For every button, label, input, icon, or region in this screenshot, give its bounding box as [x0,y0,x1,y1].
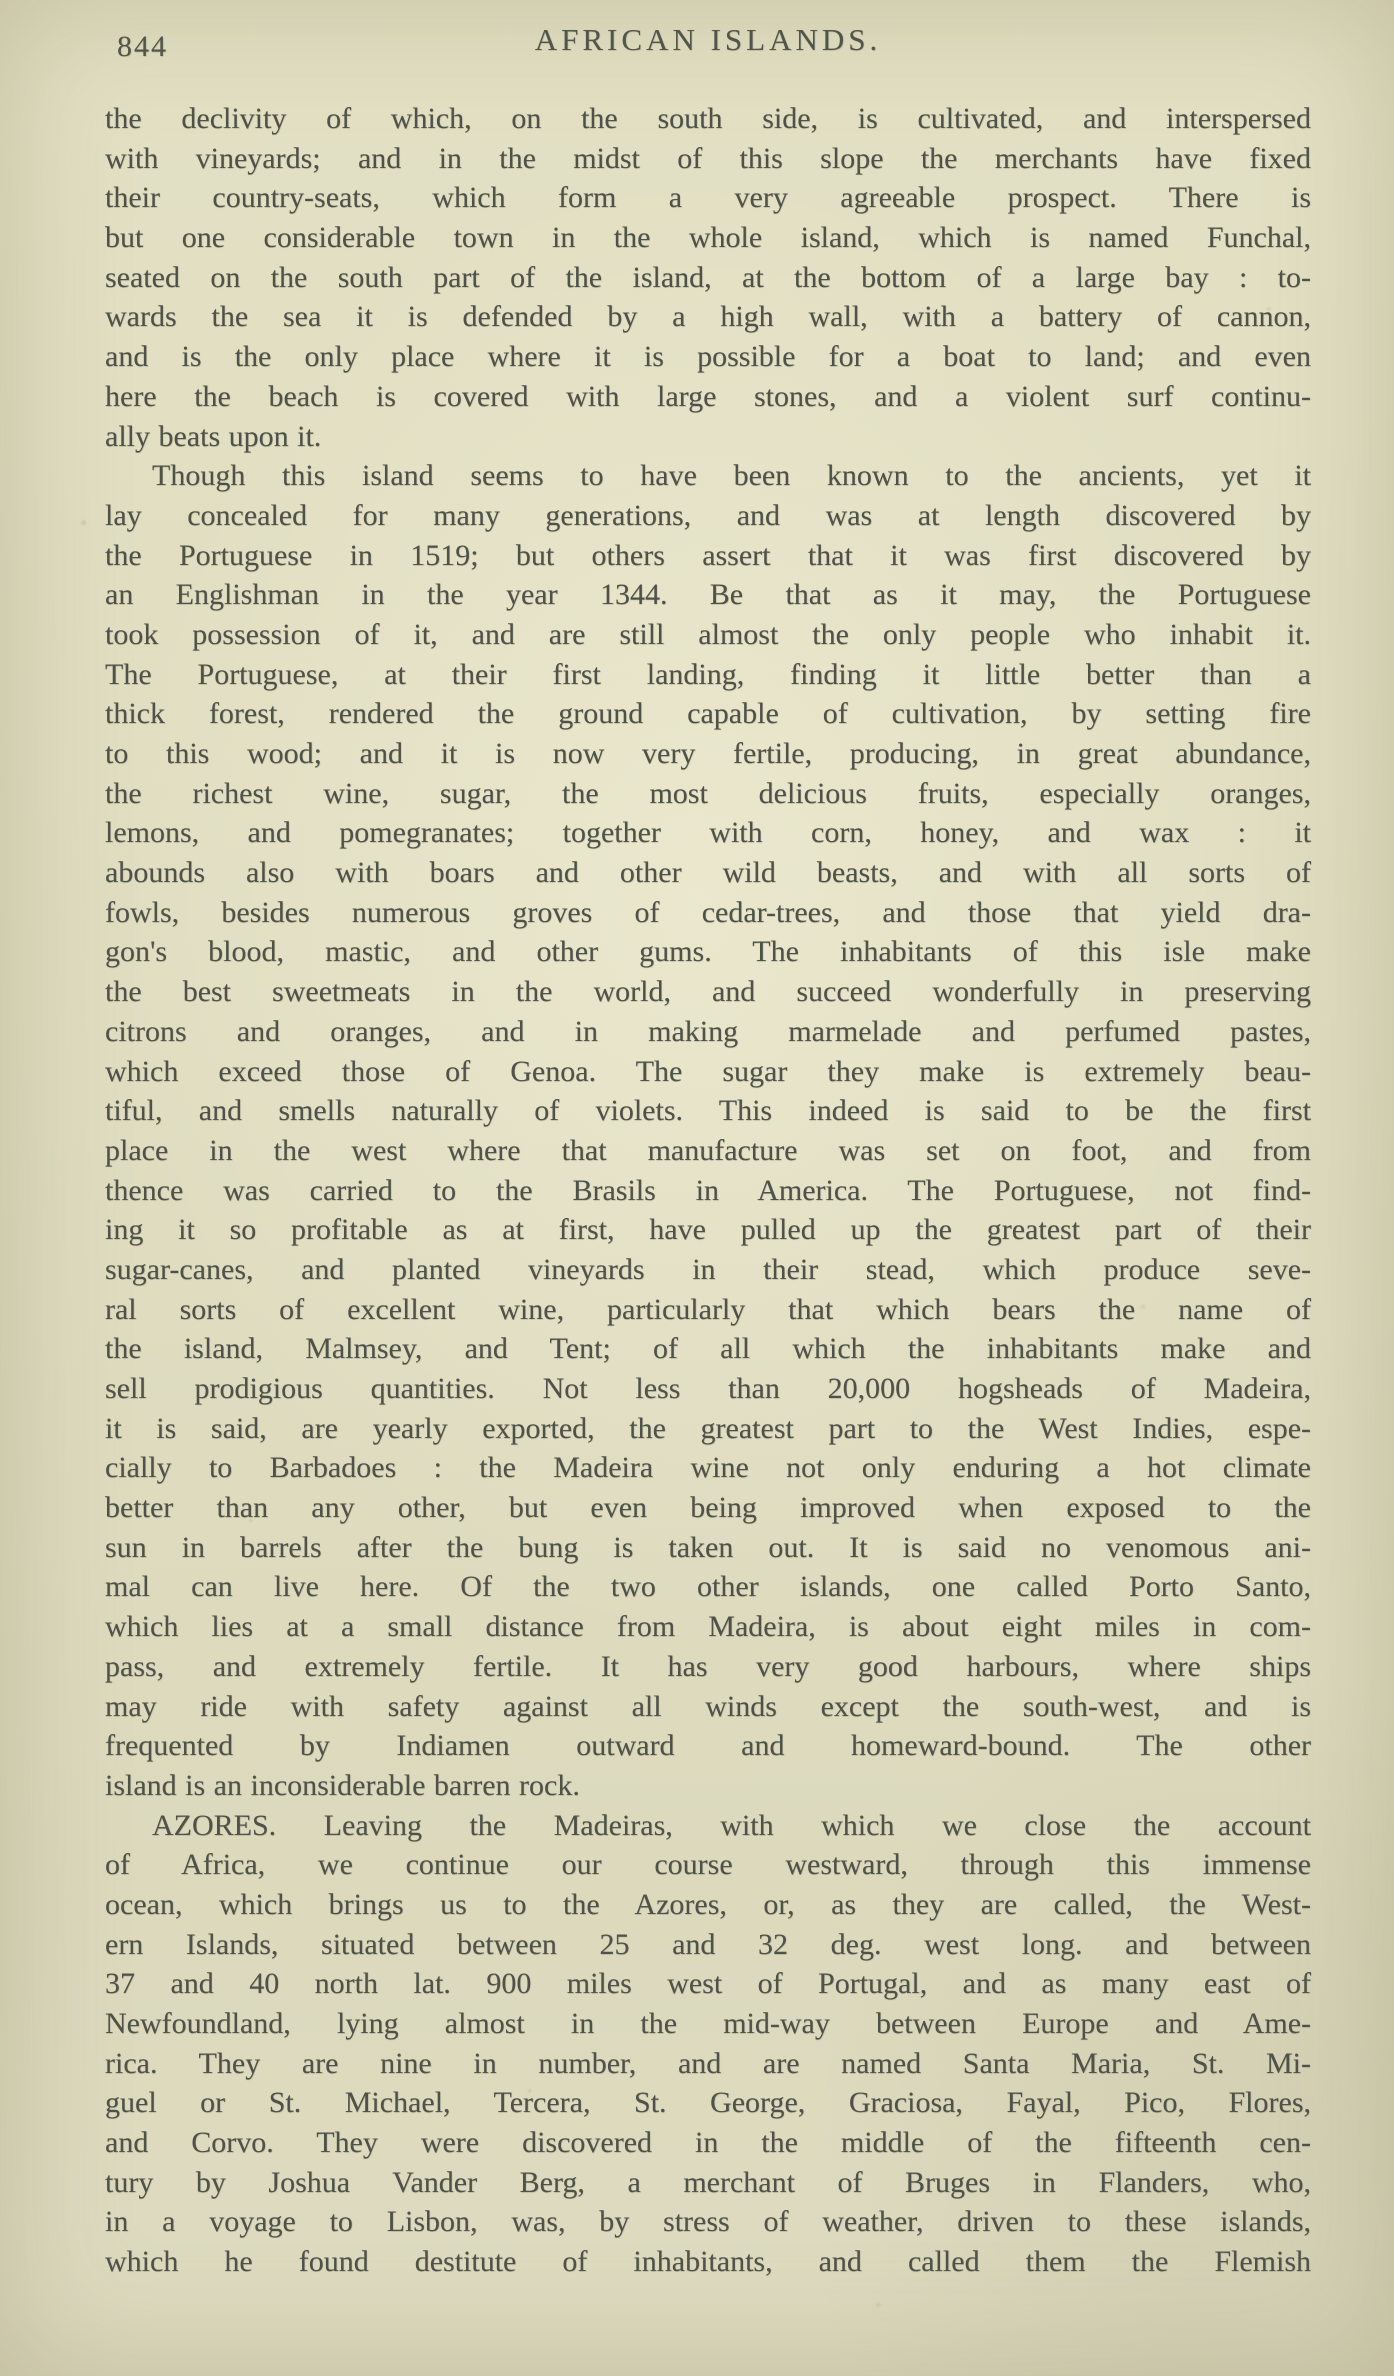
text-line: ing it so profitable as at first, have pulled up the greatest part of their [105,1213,1311,1247]
text-line: their country-seats, which form a very agreeable prospect. There is [105,181,1311,215]
text-line: and Corvo. They were discovered in the middle of the fifteenth cen- [105,2126,1311,2160]
text-line: which he found destitute of inhabitants, and called them the Flemish [105,2245,1311,2279]
text-line: the Portuguese in 1519; but others assert that it was first discovered by [105,538,1311,572]
text-block [105,99,1311,2282]
text-line: it is said, are yearly exported, the greatest part to the West Indies, espe- [105,1411,1311,1445]
text-line: thick forest, rendered the ground capable of cultivation, by setting fire [105,697,1311,731]
text-line: which exceed those of Genoa. The sugar they make is extremely beau- [105,1054,1311,1088]
text-line: better than any other, but even being improved when exposed to the [105,1491,1311,1525]
text-line: took possession of it, and are still almost the only people who inhabit it. [105,617,1311,651]
text-line: 37 and 40 north lat. 900 miles west of Portugal, and as many east of [105,1967,1311,2001]
text-line: place in the west where that manufacture was set on foot, and from [105,1133,1311,1167]
text-line: the richest wine, sugar, the most delicious fruits, especially oranges, [105,776,1311,810]
text-line: gon's blood, mastic, and other gums. The inhabitants of this isle make [105,935,1311,969]
text-line: thence was carried to the Brasils in America. The Portuguese, not find- [105,1173,1311,1207]
text-line: Though this island seems to have been known to the ancients, yet it [152,459,1311,493]
page-header [105,22,1311,70]
text-line: wards the sea it is defended by a high wall, with a battery of cannon, [105,300,1311,334]
text-line: but one considerable town in the whole island, which is named Funchal, [105,221,1311,255]
text-line: cially to Barbadoes : the Madeira wine not only enduring a hot climate [105,1451,1311,1485]
text-line: ral sorts of excellent wine, particularly that which bears the name of [105,1292,1311,1326]
text-line: ern Islands, situated between 25 and 32 deg. west long. and between [105,1927,1311,1961]
text-line: with vineyards; and in the midst of this slope the merchants have fixed [105,141,1311,175]
text-line: abounds also with boars and other wild beasts, and with all sorts of [105,856,1311,890]
text-line: here the beach is covered with large stones, and a violent surf continu- [105,379,1311,413]
text-line: tury by Joshua Vander Berg, a merchant of Bruges in Flanders, who, [105,2165,1311,2199]
text-line: frequented by Indiamen outward and homeward-bound. The other [105,1729,1311,1763]
text-line: island is an inconsiderable barren rock. [105,1768,580,1802]
text-line: an Englishman in the year 1344. Be that as it may, the Portuguese [105,578,1311,612]
text-line: The Portuguese, at their first landing, finding it little better than a [105,657,1311,691]
text-line: which lies at a small distance from Madeira, is about eight miles in com- [105,1610,1311,1644]
text-line: to this wood; and it is now very fertile, producing, in great abundance, [105,737,1311,770]
text-line: Newfoundland, lying almost in the mid-way between Europe and Ame- [105,2007,1311,2040]
text-line: and is the only place where it is possible for a boat to land; and even [105,340,1311,374]
page-number: 844 [117,30,168,63]
text-line: sell prodigious quantities. Not less than 20,000 hogsheads of Madeira, [105,1372,1311,1405]
text-line: guel or St. Michael, Tercera, St. George, Graciosa, Fayal, Pico, Flores, [105,2086,1311,2120]
text-line: tiful, and smells naturally of violets. This indeed is said to be the first [105,1094,1311,1128]
text-line: the declivity of which, on the south side, is cultivated, and interspersed [105,102,1311,135]
text-line: mal can live here. Of the two other islands, one called Porto Santo, [105,1570,1311,1604]
text-line: lay concealed for many generations, and was at length discovered by [105,498,1311,532]
text-line: lemons, and pomegranates; together with corn, honey, and wax : it [105,816,1311,850]
text-line: sugar-canes, and planted vineyards in their stead, which produce seve- [105,1252,1311,1286]
text-line: rica. They are nine in number, and are named Santa Maria, St. Mi- [105,2046,1311,2080]
text-line: seated on the south part of the island, at the bottom of a large bay : to- [105,260,1311,294]
text-line: AZORES. Leaving the Madeiras, with which we close the account [152,1808,1311,1842]
text-line: the island, Malmsey, and Tent; of all which the inhabitants make and [105,1332,1311,1366]
text-line: pass, and extremely fertile. It has very good harbours, where ships [105,1649,1311,1683]
text-line: in a voyage to Lisbon, was, by stress of weather, driven to these islands, [105,2205,1311,2239]
running-title: AFRICAN ISLANDS. [534,22,882,57]
text-line: ocean, which brings us to the Azores, or, as they are called, the West- [105,1887,1311,1921]
text-line: may ride with safety against all winds except the south-west, and is [105,1689,1311,1723]
text-line: citrons and oranges, and in making marmelade and perfumed pastes, [105,1014,1311,1048]
text-line: sun in barrels after the bung is taken out. It is said no venomous ani- [105,1530,1311,1564]
text-line: ally beats upon it. [105,419,322,453]
text-line: of Africa, we continue our course westward, through this immense [105,1848,1311,1882]
text-line: the best sweetmeats in the world, and succeed wonderfully in preserving [105,975,1311,1009]
text-line: fowls, besides numerous groves of cedar-trees, and those that yield dra- [105,895,1311,929]
